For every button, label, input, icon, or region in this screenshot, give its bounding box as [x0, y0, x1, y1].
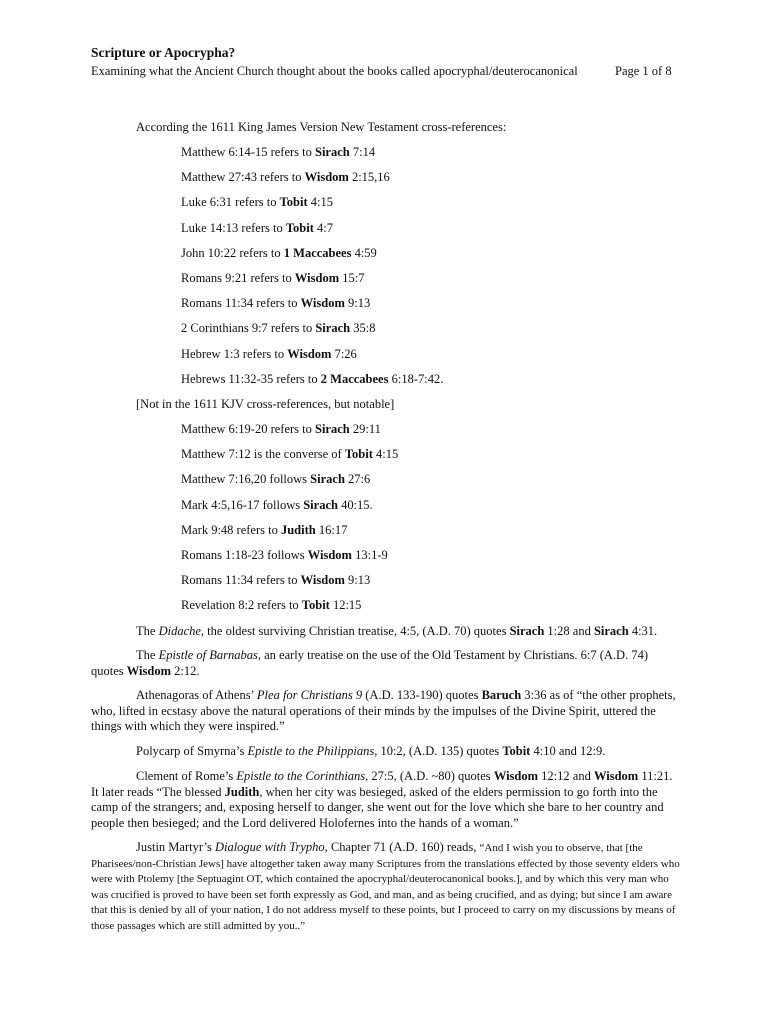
para-text: , the oldest surviving Christian treatise, 4:5, (A.D. 70) quotes — [200, 624, 510, 638]
document-subtitle: Examining what the Ancient Church thought about the books called apocryphal/deuterocanonical — [91, 64, 578, 78]
book-name: Sirach — [315, 145, 350, 159]
para-text: Justin Martyr’s — [136, 840, 215, 854]
reference-verse: 13:1-9 — [351, 548, 388, 562]
reference-line — [181, 145, 375, 160]
book-name: 2 Maccabees — [320, 371, 389, 386]
reference-line — [181, 321, 375, 336]
book-name: Sirach — [593, 624, 629, 638]
kjv-intro-line: According the 1611 King James Version New Testament cross-references: — [136, 120, 507, 134]
reference-text: Luke 14:13 refers to — [181, 220, 286, 235]
reference-line — [181, 472, 370, 487]
reference-text: 2 Corinthians 9:7 refers to — [181, 321, 316, 336]
reference-line — [181, 447, 398, 462]
paragraph-clement — [91, 769, 681, 831]
page-number: Page 1 of 8 — [615, 64, 672, 78]
book-name: Wisdom — [593, 769, 639, 783]
reference-text: Mark 4:5,16-17 follows — [181, 497, 304, 512]
work-title: Epistle to the Philippians — [247, 744, 375, 758]
reference-verse: 7:26 — [331, 346, 357, 361]
reference-text: Hebrew 1:3 refers to — [181, 346, 288, 361]
reference-line — [181, 422, 381, 437]
para-text: Athenagoras of Athens’ — [136, 688, 257, 702]
reference-text: Romans 11:34 refers to — [181, 296, 301, 311]
book-name: Tobit — [285, 220, 314, 235]
reference-verse: 27:6 — [344, 472, 371, 487]
para-text: , Chapter 71 (A.D. 160) reads, — [324, 840, 480, 854]
reference-verse: 4:15 — [372, 447, 399, 462]
book-name: Judith — [280, 522, 316, 537]
book-name: Baruch — [481, 688, 522, 702]
reference-text: Matthew 7:12 is the converse of — [181, 447, 345, 462]
book-name: Wisdom — [493, 769, 539, 783]
reference-line — [181, 296, 370, 311]
book-name: Wisdom — [300, 296, 345, 311]
reference-text: Revelation 8:2 refers to — [181, 598, 302, 613]
reference-line — [181, 221, 333, 236]
reference-text: John 10:22 refers to — [181, 245, 284, 260]
reference-text: Matthew 7:16,20 follows — [181, 472, 311, 487]
reference-line — [181, 271, 364, 286]
reference-line — [181, 573, 370, 588]
para-text: The — [136, 624, 159, 638]
para-text: The — [136, 648, 159, 662]
reference-verse: 29:11 — [349, 422, 381, 436]
paragraph-barnabas — [91, 648, 681, 679]
para-text: , 10:2, (A.D. 135) quotes — [374, 744, 503, 758]
book-name: Sirach — [509, 624, 545, 638]
book-name: Sirach — [303, 497, 338, 512]
reference-line — [181, 598, 361, 613]
reference-verse: 9:13 — [344, 573, 371, 588]
book-name: Wisdom — [287, 346, 332, 361]
reference-line — [181, 498, 373, 513]
reference-text: Mark 9:48 refers to — [181, 522, 281, 537]
reference-verse: 7:14 — [349, 145, 376, 159]
reference-verse: 4:7 — [313, 220, 333, 235]
reference-text: Romans 9:21 refers to — [181, 271, 295, 285]
reference-text: Matthew 6:19-20 refers to — [181, 422, 315, 436]
book-name: Sirach — [315, 422, 350, 436]
reference-line — [181, 372, 443, 387]
para-text: , 27:5, (A.D. ~80) quotes — [365, 769, 494, 783]
reference-text: Matthew 27:43 refers to — [181, 170, 305, 185]
reference-verse: 15:7 — [339, 271, 365, 285]
reference-verse: 6:18-7:42. — [388, 371, 444, 386]
reference-text: Hebrews 11:32-35 refers to — [181, 371, 321, 386]
para-text: 1:28 and — [544, 624, 594, 638]
reference-verse: 9:13 — [344, 296, 371, 311]
reference-text: Matthew 6:14-15 refers to — [181, 145, 315, 159]
reference-verse: 2:15,16 — [348, 170, 390, 185]
para-text: 2:12. — [171, 663, 200, 678]
justin-quote: “And I wish you to observe, that [the Pharisees/non-Christian Jews] have altogether taken away many Scriptures from the translations effected by those seventy elders who were with Ptolemy [the Septuagint OT, which contained the apocryphal/deuterocanonical books.], and by which this very man who was crucified is proved to have been set forth expressly as God, and man, and as being crucified, and as dying; but since I am aware that this is denied by all of your nation, I do not address myself to these points, but I proceed to carry on my discussions by means of those passages which are still admitted by you..” — [91, 842, 680, 932]
reference-verse: 16:17 — [315, 522, 348, 537]
reference-text: Romans 1:18-23 follows — [181, 548, 308, 562]
para-text: 12:12 and — [538, 769, 594, 783]
paragraph-polycarp — [91, 744, 681, 760]
reference-text: Romans 11:34 refers to — [181, 573, 301, 588]
book-name: Sirach — [310, 472, 345, 487]
para-text: 3:36 as of “the other prophets, who, lifted in ecstasy above the natural operations of their minds by the impulses of the Divine Spirit, uttered the things with which they were inspired.” — [91, 688, 676, 733]
work-title: Didache — [158, 624, 201, 638]
paragraph-justin — [91, 840, 681, 933]
para-text: , when her city was besieged, asked of the elders permission to go forth into the camp of the strangers; and, exposing herself to danger, she went out for the love which she bare to her country and people then besieged; and the Lord delivered Holofernes into the hands of a woman.” — [91, 784, 664, 830]
book-name: Wisdom — [126, 663, 171, 678]
reference-verse: 4:15 — [307, 195, 333, 210]
reference-line — [181, 195, 333, 210]
book-name: Sirach — [315, 321, 351, 336]
book-name: Wisdom — [300, 573, 345, 588]
reference-line — [181, 548, 388, 563]
para-text: 4:10 and 12:9. — [530, 744, 606, 758]
para-text: Polycarp of Smyrna’s — [136, 744, 248, 758]
reference-verse: 12:15 — [329, 598, 362, 613]
notable-heading: [Not in the 1611 KJV cross-references, but notable] — [136, 397, 395, 411]
work-title: Epistle of Barnabas — [158, 648, 258, 662]
work-title: Plea for Christians 9 — [256, 688, 363, 702]
reference-line — [181, 347, 357, 362]
para-text: 4:31. — [628, 624, 658, 638]
para-text: 11:21. It later reads “The blessed — [91, 769, 673, 799]
book-name: Wisdom — [304, 170, 349, 185]
para-text: (A.D. 133-190) quotes — [362, 688, 482, 702]
reference-line — [181, 523, 347, 538]
paragraph-didache — [91, 624, 681, 640]
para-text: , an early treatise on the use of the Old Testament by Christians. 6:7 (A.D. 74) quotes — [91, 648, 648, 678]
book-name: Judith — [224, 784, 260, 799]
reference-verse: 35:8 — [350, 321, 376, 336]
book-name: Tobit — [344, 447, 373, 462]
book-name: Tobit — [502, 744, 531, 758]
book-name: Tobit — [279, 195, 308, 210]
work-title: Dialogue with Trypho — [214, 840, 325, 854]
document-title: Scripture or Apocrypha? — [91, 45, 236, 60]
reference-text: Luke 6:31 refers to — [181, 195, 280, 210]
book-name: Wisdom — [307, 548, 352, 562]
reference-line — [181, 246, 377, 261]
book-name: Tobit — [301, 598, 330, 613]
reference-verse: 4:59 — [351, 245, 377, 260]
reference-verse: 40:15. — [337, 497, 373, 512]
para-text: Clement of Rome’s — [136, 769, 237, 783]
book-name: 1 Maccabees — [283, 245, 352, 260]
work-title: Epistle to the Corinthians — [236, 769, 366, 783]
paragraph-athenagoras — [91, 688, 681, 735]
reference-line — [181, 170, 390, 185]
book-name: Wisdom — [294, 271, 340, 285]
